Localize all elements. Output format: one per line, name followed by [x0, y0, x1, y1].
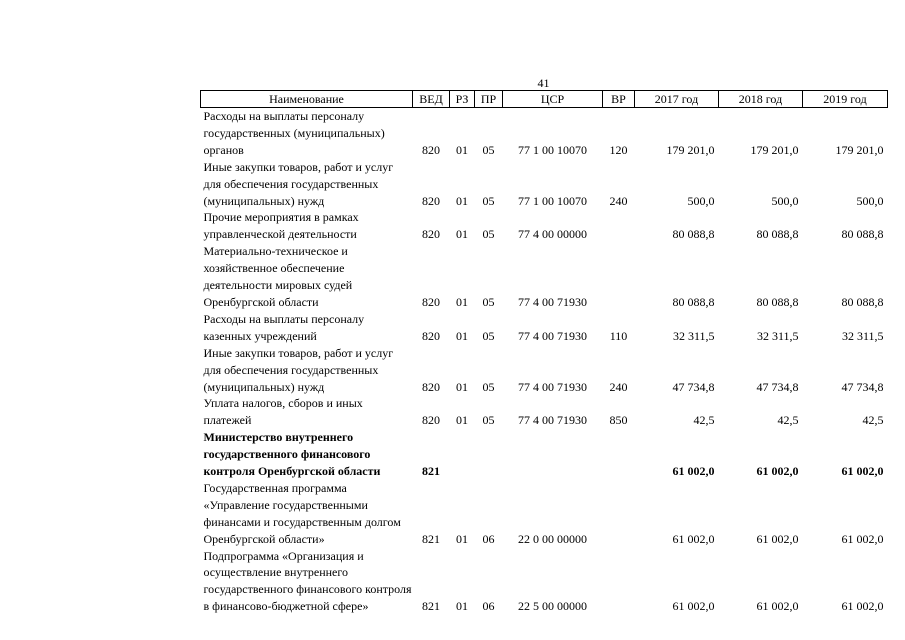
row-ved: 820 — [422, 227, 440, 242]
header-vr: ВР — [603, 91, 635, 108]
row-2018: 32 311,5 — [756, 328, 799, 343]
row-pr: 05 — [482, 227, 495, 242]
row-2017: 80 088,8 — [672, 227, 715, 242]
row-name: Материально-техническое и хозяйственное обеспечение деятельности мировых судей Оренбургской области — [203, 244, 353, 309]
row-2018: 500,0 — [771, 193, 799, 208]
table-row — [201, 159, 888, 210]
row-pr: 06 — [482, 531, 495, 546]
row-2017: 32 311,5 — [672, 328, 715, 343]
row-ved: 820 — [422, 379, 440, 394]
row-ved: 820 — [422, 328, 440, 343]
row-pr: 05 — [482, 413, 495, 428]
row-2017: 500,0 — [687, 193, 715, 208]
row-2017: 42,5 — [693, 413, 715, 428]
row-rz: 01 — [456, 227, 468, 242]
row-2018: 80 088,8 — [756, 227, 799, 242]
header-2019: 2019 год — [803, 91, 888, 108]
row-vr: 850 — [609, 413, 628, 428]
row-2018: 61 002,0 — [756, 464, 799, 479]
row-csr: 77 4 00 71930 — [518, 379, 587, 394]
row-2019: 179 201,0 — [835, 142, 884, 157]
row-2019: 500,0 — [856, 193, 884, 208]
table-row — [201, 480, 888, 548]
row-name: Министерство внутреннего государственного финансового контроля Оренбургской области — [203, 430, 381, 479]
row-2017: 61 002,0 — [672, 531, 715, 546]
row-pr: 06 — [482, 599, 495, 614]
row-vr — [603, 548, 635, 616]
header-name: Наименование — [201, 91, 413, 108]
row-vr: 240 — [609, 379, 628, 394]
row-2018: 80 088,8 — [756, 294, 799, 309]
row-name: Подпрограмма «Организация и осуществление внутреннего государственного финансового контроля в финансово-бюджетной сфере» — [203, 548, 412, 614]
row-csr: 22 5 00 00000 — [518, 599, 587, 614]
budget-table — [200, 90, 888, 615]
row-name: Расходы на выплаты персоналу казенных учреждений — [203, 311, 365, 343]
header-rz: РЗ — [450, 91, 475, 108]
table-row — [201, 548, 888, 616]
row-2019: 61 002,0 — [841, 599, 884, 614]
row-rz: 01 — [456, 328, 468, 343]
table-row — [201, 395, 888, 429]
row-pr: 05 — [482, 193, 495, 208]
row-2018: 61 002,0 — [756, 599, 799, 614]
row-pr: 05 — [482, 142, 495, 157]
header-ved: ВЕД — [413, 91, 450, 108]
row-rz: 01 — [456, 599, 468, 614]
row-pr: 05 — [482, 379, 495, 394]
row-csr: 77 4 00 71930 — [518, 328, 587, 343]
row-rz: 01 — [456, 142, 468, 157]
table-row — [201, 209, 888, 243]
row-2017: 179 201,0 — [666, 142, 715, 157]
page-number: 41 — [537, 76, 550, 90]
header-2018: 2018 год — [719, 91, 803, 108]
table-row — [201, 108, 888, 159]
row-2017: 47 734,8 — [672, 379, 715, 394]
row-2019: 47 734,8 — [841, 379, 884, 394]
row-2017: 61 002,0 — [672, 464, 715, 479]
row-name: Уплата налогов, сборов и иных платежей — [203, 396, 363, 428]
row-ved: 820 — [422, 193, 440, 208]
row-name: Иные закупки товаров, работ и услуг для обеспечения государственных (муниципальных) нужд — [203, 345, 394, 394]
row-rz: 01 — [456, 413, 468, 428]
row-2019: 80 088,8 — [841, 294, 884, 309]
row-2019: 42,5 — [862, 413, 884, 428]
row-ved: 821 — [422, 464, 440, 479]
row-ved: 820 — [422, 413, 440, 428]
row-vr: 110 — [609, 328, 628, 343]
row-2019: 32 311,5 — [841, 328, 884, 343]
row-2018: 61 002,0 — [756, 531, 799, 546]
row-2019: 80 088,8 — [841, 227, 884, 242]
row-ved: 820 — [422, 294, 440, 309]
row-2018: 47 734,8 — [756, 379, 799, 394]
row-csr: 77 1 00 10070 — [518, 193, 587, 208]
row-2017: 61 002,0 — [672, 599, 715, 614]
row-csr: 22 0 00 00000 — [518, 531, 587, 546]
header-pr: ПР — [475, 91, 503, 108]
row-ved: 820 — [422, 142, 440, 157]
row-csr: 77 4 00 71930 — [518, 294, 587, 309]
row-ved: 821 — [422, 599, 440, 614]
row-vr — [603, 429, 635, 480]
row-pr — [475, 429, 503, 480]
row-rz: 01 — [456, 379, 468, 394]
row-vr — [603, 209, 635, 243]
header-2017: 2017 год — [635, 91, 719, 108]
table-row — [201, 429, 888, 480]
row-rz: 01 — [456, 294, 468, 309]
row-csr: 77 4 00 00000 — [518, 227, 587, 242]
row-csr: 77 1 00 10070 — [518, 142, 587, 157]
row-name: Расходы на выплаты персоналу государственных (муниципальных) органов — [203, 109, 385, 157]
row-vr: 120 — [609, 142, 628, 157]
row-vr: 240 — [609, 193, 628, 208]
row-2019: 61 002,0 — [841, 531, 884, 546]
row-pr: 05 — [482, 294, 495, 309]
row-2018: 179 201,0 — [750, 142, 799, 157]
row-vr — [603, 243, 635, 311]
row-name: Иные закупки товаров, работ и услуг для обеспечения государственных (муниципальных) нужд — [203, 159, 394, 208]
row-ved: 821 — [422, 531, 440, 546]
row-2018: 42,5 — [777, 413, 799, 428]
table-row — [201, 311, 888, 345]
row-pr: 05 — [482, 328, 495, 343]
header-csr: ЦСР — [503, 91, 603, 108]
row-2017: 80 088,8 — [672, 294, 715, 309]
row-rz — [450, 429, 475, 480]
row-csr: 77 4 00 71930 — [518, 413, 587, 428]
table-header-row — [201, 91, 888, 108]
table-row — [201, 243, 888, 311]
row-rz: 01 — [456, 531, 468, 546]
row-name: Государственная программа «Управление государственными финансами и государственным долгом Оренбургской области» — [203, 480, 401, 546]
row-name: Прочие мероприятия в рамках управленческой деятельности — [203, 210, 359, 242]
row-vr — [603, 480, 635, 548]
table-row — [201, 345, 888, 396]
row-rz: 01 — [456, 193, 468, 208]
row-2019: 61 002,0 — [841, 464, 884, 479]
row-csr — [503, 429, 603, 480]
